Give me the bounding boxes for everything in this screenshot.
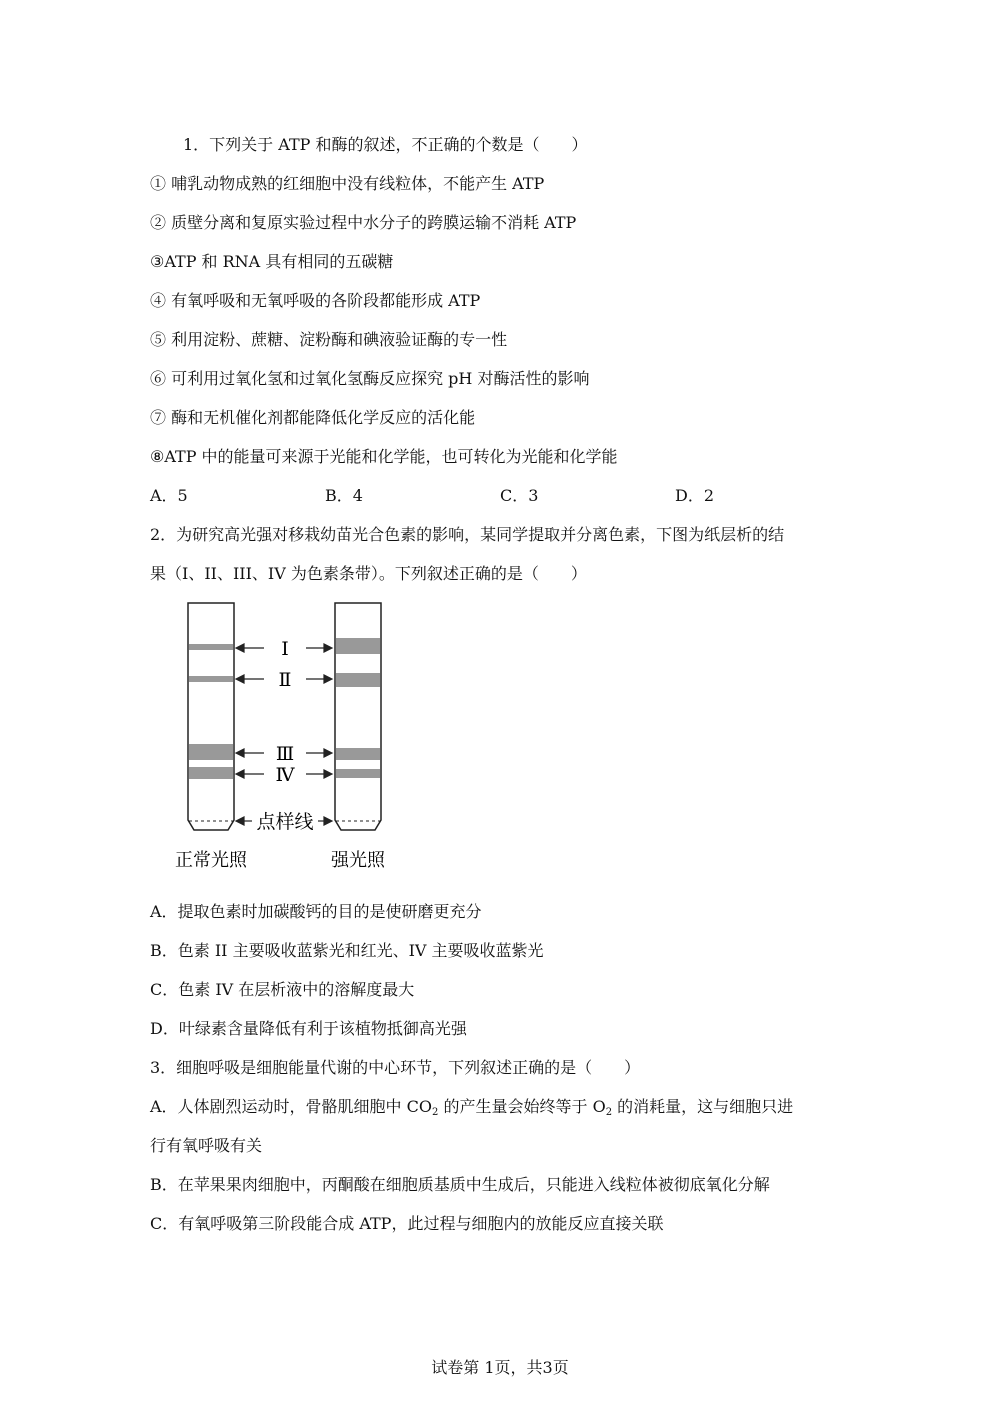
q2-stem-line1: 2．为研究高光强对移栽幼苗光合色素的影响，某同学提取并分离色素，下图为纸层析的结	[150, 525, 785, 544]
right-band-4	[336, 769, 380, 778]
left-band-3	[189, 744, 233, 760]
q1-item-1: ① 哺乳动物成熟的红细胞中没有线粒体，不能产生 ATP	[150, 174, 545, 193]
left-paper-strip	[188, 603, 234, 830]
page-footer: 试卷第 1页，共3页	[431, 1358, 569, 1377]
left-band-1	[189, 644, 233, 650]
q1-item-6: ⑥ 可利用过氧化氢和过氧化氢酶反应探究 pH 对酶活性的影响	[150, 369, 590, 388]
right-arrows	[306, 644, 332, 825]
band-label-2: Ⅱ	[278, 669, 292, 691]
q3-option-a[interactable]	[150, 1097, 793, 1120]
q3-option-a-part3: 的消耗量，这与细胞只进	[612, 1097, 794, 1116]
q1-option-b[interactable]: B．4	[325, 486, 363, 505]
q1-item-8: ⑧ATP 中的能量可来源于光能和化学能，也可转化为光能和化学能	[150, 447, 618, 466]
right-band-2	[336, 673, 380, 687]
q2-option-b[interactable]: B．色素 II 主要吸收蓝紫光和红光、IV 主要吸收蓝紫光	[150, 941, 544, 960]
q1-option-c[interactable]: C．3	[500, 486, 539, 505]
q1-option-d[interactable]: D．2	[675, 486, 715, 505]
right-strip-caption: 强光照	[331, 850, 385, 871]
q1-item-2: ② 质壁分离和复原实验过程中水分子的跨膜运输不消耗 ATP	[150, 213, 577, 232]
chromatography-figure	[160, 598, 400, 878]
q2-option-a[interactable]: A．提取色素时加碳酸钙的目的是使研磨更充分	[150, 902, 482, 921]
origin-label: 点样线	[256, 811, 314, 833]
q3-option-a-line2: 行有氧呼吸有关	[150, 1136, 263, 1155]
q3-stem: 3．细胞呼吸是细胞能量代谢的中心环节，下列叙述正确的是（ ）	[150, 1058, 641, 1077]
q1-item-7: ⑦ 酶和无机催化剂都能降低化学反应的活化能	[150, 408, 476, 427]
q3-option-b[interactable]: B．在苹果果肉细胞中，丙酮酸在细胞质基质中生成后，只能进入线粒体被彻底氧化分解	[150, 1175, 770, 1194]
left-strip-caption: 正常光照	[175, 850, 247, 871]
left-band-4	[189, 767, 233, 779]
o2-subscript: 2	[605, 1107, 613, 1118]
right-band-1	[336, 638, 380, 654]
q1-item-5: ⑤ 利用淀粉、蔗糖、淀粉酶和碘液验证酶的专一性	[150, 330, 508, 349]
q2-stem-line2: 果（I、II、III、IV 为色素条带）。下列叙述正确的是（ ）	[150, 564, 587, 583]
right-paper-strip	[335, 603, 381, 830]
q1-stem: 1．下列关于 ATP 和酶的叙述，不正确的个数是（ ）	[183, 135, 588, 154]
q1-item-3: ③ATP 和 RNA 具有相同的五碳糖	[150, 252, 394, 271]
q3-option-c[interactable]: C．有氧呼吸第三阶段能合成 ATP，此过程与细胞内的放能反应直接关联	[150, 1214, 664, 1233]
q1-option-a[interactable]: A．5	[150, 486, 188, 505]
q3-option-a-part1: A．人体剧烈运动时，骨骼肌细胞中 CO	[150, 1097, 433, 1116]
left-arrows	[236, 644, 264, 825]
co2-subscript: 2	[432, 1107, 439, 1118]
left-band-2	[189, 676, 233, 682]
q3-option-a-part2: 的产生量会始终等于 O	[438, 1097, 606, 1116]
q1-options	[150, 486, 850, 506]
right-band-3	[336, 748, 380, 760]
band-label-4: Ⅳ	[275, 764, 295, 786]
q2-option-c[interactable]: C．色素 IV 在层析液中的溶解度最大	[150, 980, 415, 999]
q2-option-d[interactable]: D．叶绿素含量降低有利于该植物抵御高光强	[150, 1019, 467, 1038]
q1-item-4: ④ 有氧呼吸和无氧呼吸的各阶段都能形成 ATP	[150, 291, 481, 310]
band-label-1: Ⅰ	[281, 638, 289, 660]
band-label-3: Ⅲ	[275, 743, 295, 765]
